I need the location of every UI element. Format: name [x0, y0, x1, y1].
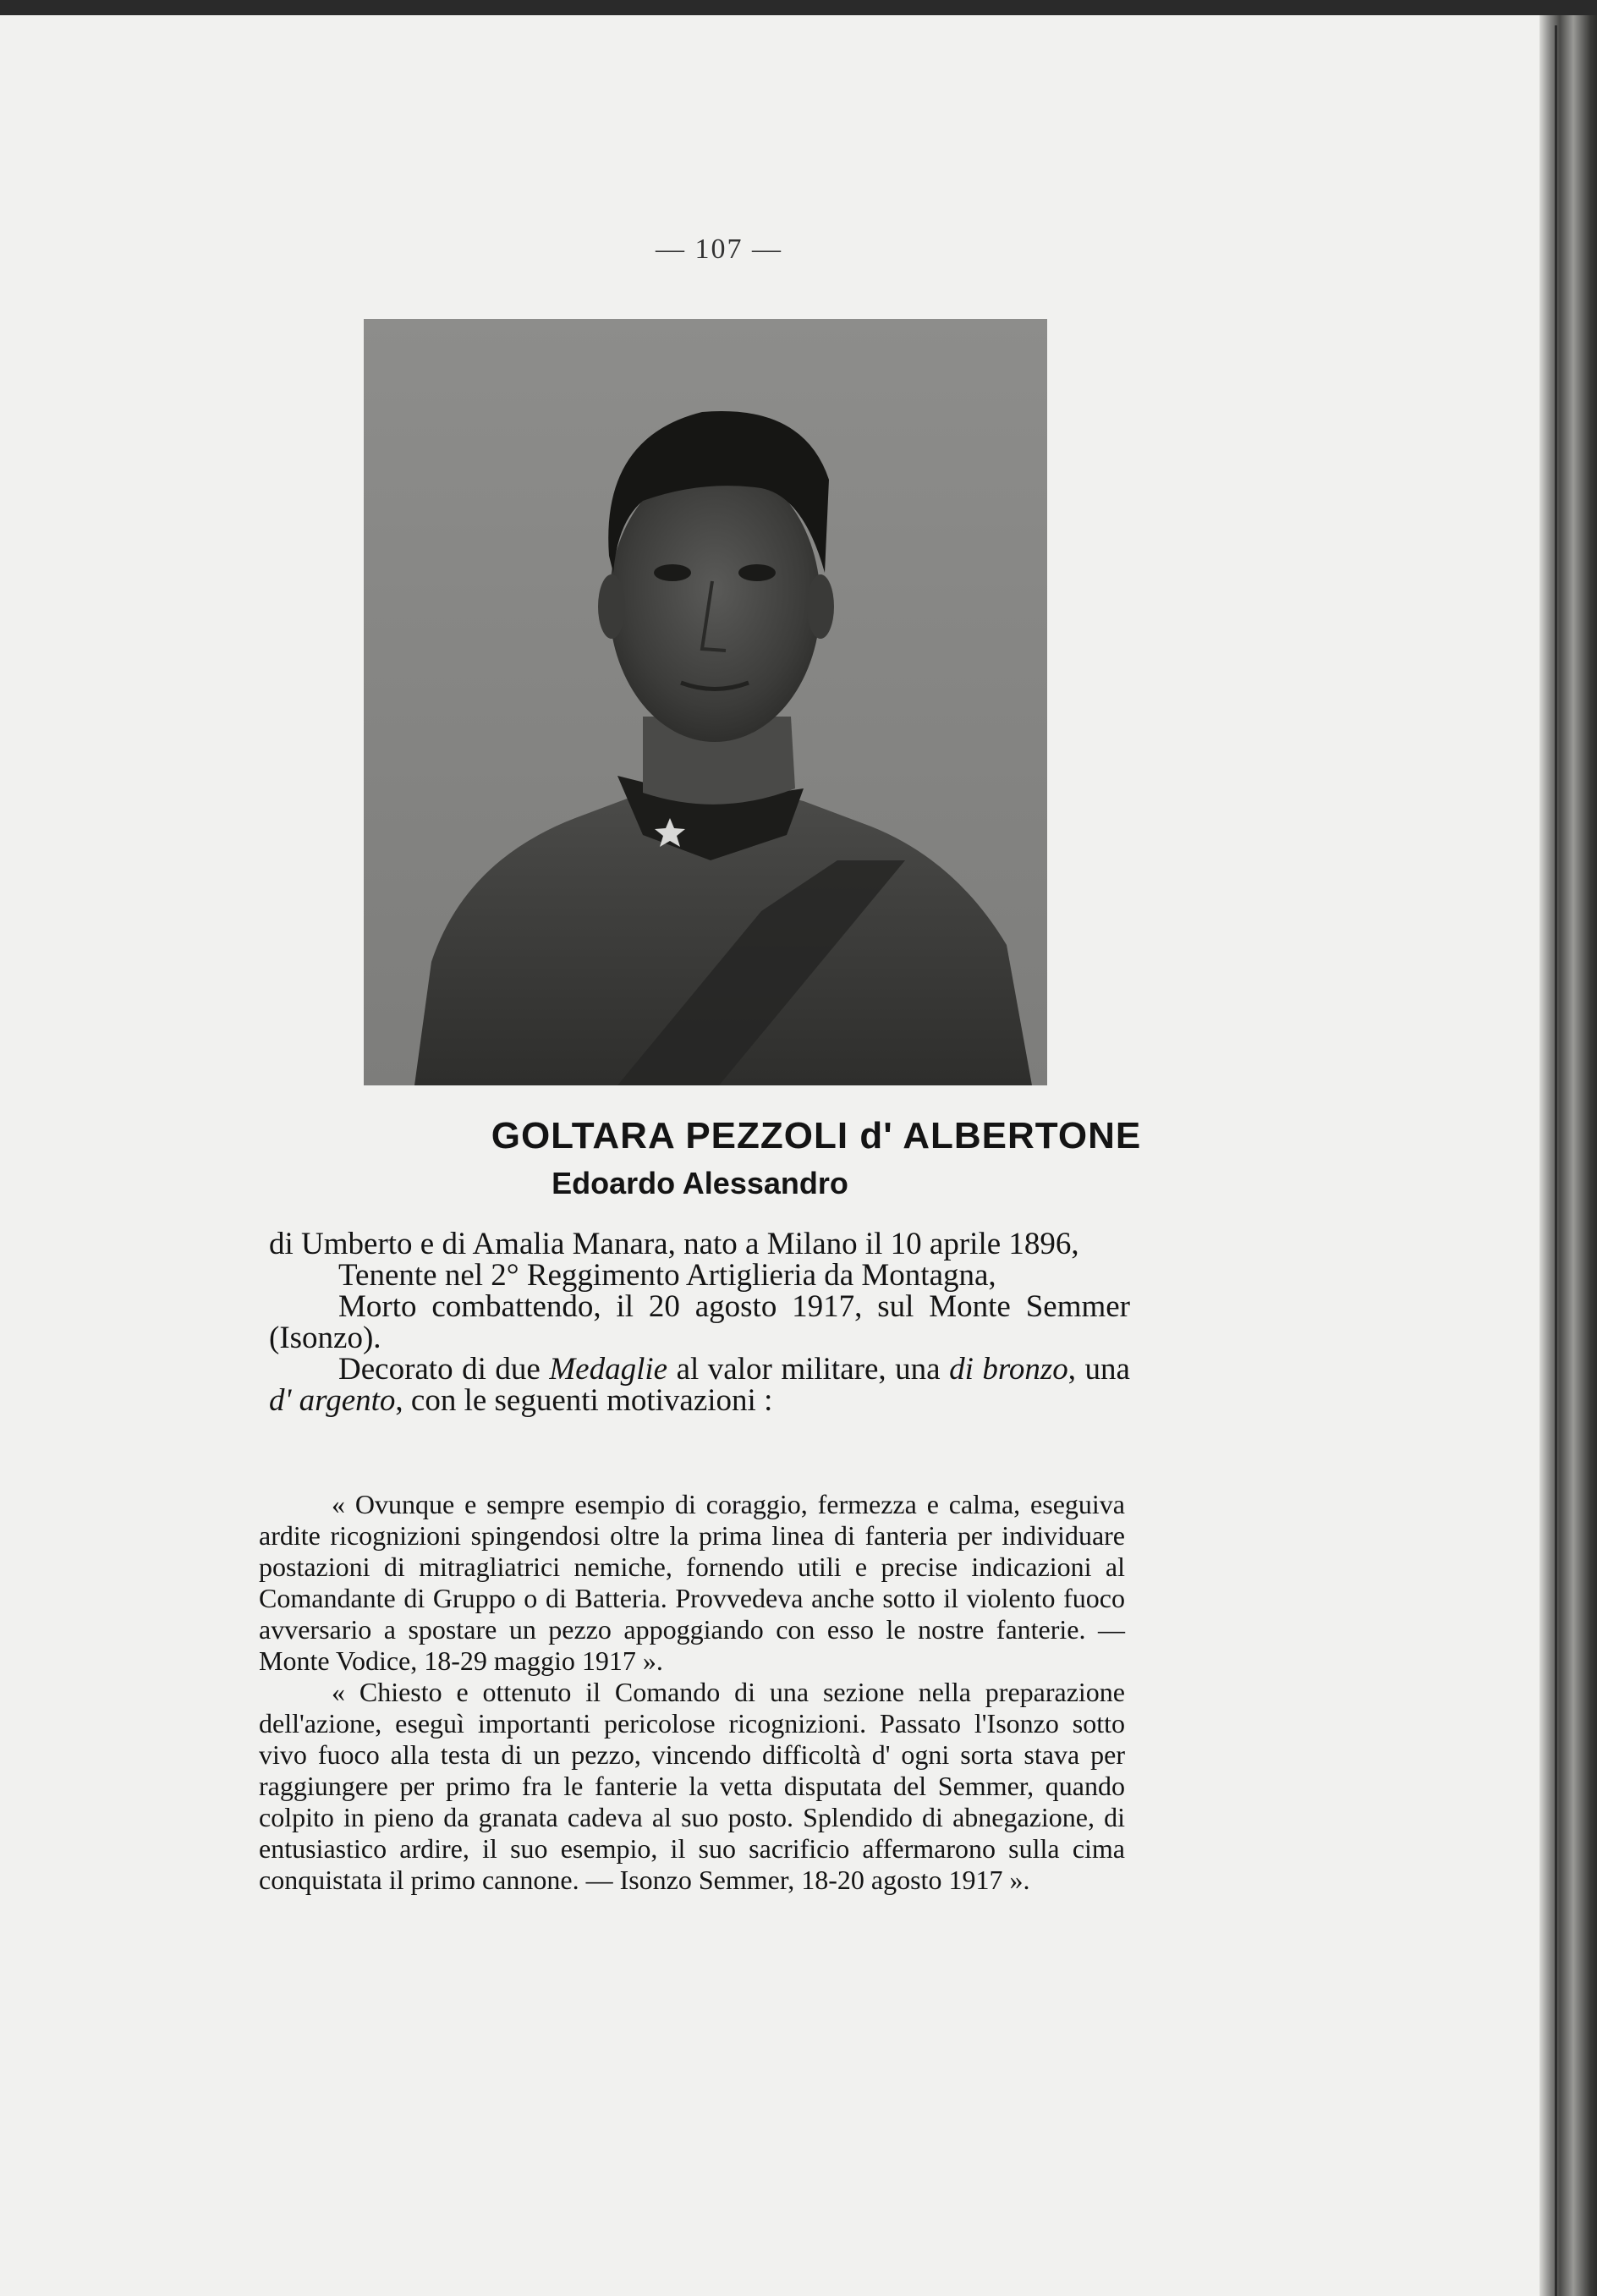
decoration-bronzo: di bronzo: [949, 1352, 1068, 1387]
decoration-line: [269, 1354, 1130, 1416]
motivation-semmer: « Chiesto e ottenuto il Comando di una sezione nella preparazione dell'azione, eseguì importanti pericolose ricognizioni. Passato l'Isonzo sotto vivo fuoco alla testa di un pezzo, vincendo difficoltà d' ogni sorta stava per raggiungere per primo fra le fanterie la vetta disputata del Semmer, quando colpito in pieno da granata cadeva al suo posto. Splendido di abnegazione, di entusiastico ardire, il suo esempio, il suo sacrificio affermarono sulla cima conquistata il primo cannone. — Isonzo Semmer, 18-20 agosto 1917 ».: [259, 1677, 1125, 1895]
scan-top-edge: [0, 0, 1597, 15]
rank-line: Tenente nel 2° Reggimento Artiglieria da Montagna,: [338, 1258, 996, 1293]
motivations-block: [259, 1489, 1125, 1896]
death-line: Morto combattendo, il 20 agosto 1917, sul Monte Semmer (Isonzo).: [269, 1289, 1130, 1355]
portrait-photo: [364, 319, 1047, 1085]
decoration-part-e: , una: [1067, 1352, 1130, 1387]
decoration-part-a: Decorato di due: [338, 1352, 550, 1387]
decoration-medaglie: Medaglie: [549, 1352, 668, 1387]
decoration-argento: d' argento: [269, 1383, 396, 1418]
person-given-names: Edoardo Alessandro: [552, 1166, 848, 1200]
gutter-line: [1555, 25, 1557, 2296]
motivation-vodice: « Ovunque e sempre esempio di coraggio, fermezza e calma, eseguiva ardite ricognizioni spingendosi oltre la prima linea di fanteria per individuare postazioni di mitragliatrici nemiche, fornendo utili e precise indicazioni al Comandante di Gruppo o di Batteria. Provvedeva anche sotto il violento fuoco avversario a spostare un pezzo appoggiando con esso le nostre fanterie. — Monte Vodice, 18-29 maggio 1917 ».: [259, 1489, 1125, 1676]
portrait-icon: [364, 319, 1047, 1085]
page-number: — 107 —: [656, 233, 782, 265]
biography-text: [269, 1228, 1130, 1416]
decoration-part-g: , con le seguenti motivazioni :: [395, 1383, 773, 1418]
decoration-part-c: al valor militare, una: [667, 1352, 950, 1387]
book-gutter: [1539, 15, 1597, 2296]
person-name-title: GOLTARA PEZZOLI d' ALBERTONE: [491, 1115, 1142, 1156]
birth-line: di Umberto e di Amalia Manara, nato a Milano il 10 aprile 1896,: [269, 1227, 1079, 1261]
